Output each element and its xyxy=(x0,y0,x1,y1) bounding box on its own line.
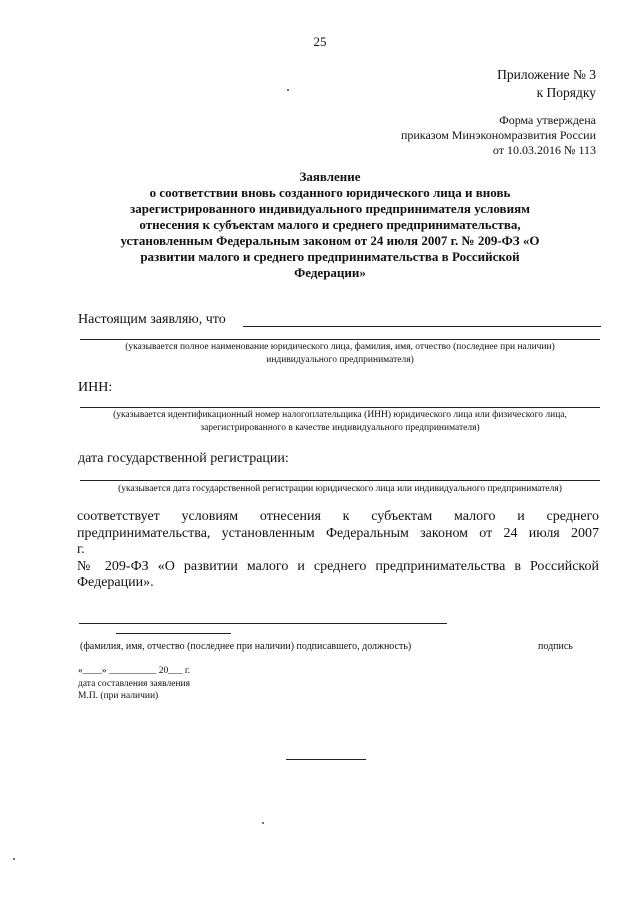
scan-speck xyxy=(13,858,15,860)
closing-separator xyxy=(286,759,366,760)
statement-line-3: г. xyxy=(77,542,85,557)
approval-line-3: от 10.03.2016 № 113 xyxy=(492,143,596,157)
signature-label: подпись xyxy=(538,641,573,652)
declare-input-line-2[interactable] xyxy=(80,339,600,340)
title-line: Федерации» xyxy=(294,265,366,280)
signer-hint: (фамилия, имя, отчество (последнее при наличии) подписавшего, должность) xyxy=(80,641,412,652)
page-number: 25 xyxy=(313,34,327,49)
approval-line-1: Форма утверждена xyxy=(499,113,596,127)
title-line: отнесения к субъектам малого и среднего предпринимательства, xyxy=(139,217,521,232)
statement-line-4: № 209-ФЗ «О развитии малого и среднего предпринимательства в Российской xyxy=(77,558,599,574)
statement-line-2: предпринимательства, установленным Федеральным законом от 24 июля 2007 xyxy=(77,525,599,541)
declare-hint-line-1: (указывается полное наименование юридического лица, фамилия, имя, отчество (последнее при наличии) xyxy=(125,342,555,352)
inn-label: ИНН: xyxy=(78,380,113,395)
declare-hint xyxy=(70,341,610,367)
reg-date-input-line[interactable] xyxy=(80,480,600,481)
scan-speck xyxy=(287,89,289,91)
signer-input-line-2[interactable] xyxy=(116,633,231,634)
date-field[interactable]: «____» __________ 20___ г. xyxy=(78,666,191,676)
inn-hint-line-2: зарегистрированного в качестве индивидуального предпринимателя) xyxy=(200,423,480,433)
declare-input-line[interactable] xyxy=(243,326,601,327)
date-caption: дата составления заявления xyxy=(78,679,190,689)
title-line: зарегистрированного индивидуального предпринимателя условиям xyxy=(130,201,530,216)
appendix-number: Приложение № 3 xyxy=(497,67,596,82)
appendix-header xyxy=(497,66,596,102)
inn-hint-line-1: (указывается идентификационный номер налогоплательщика (ИНН) юридического лица или физического лица, xyxy=(113,410,567,420)
reg-date-label: дата государственной регистрации: xyxy=(78,451,289,466)
declare-hint-line-2: индивидуального предпринимателя) xyxy=(266,355,414,365)
stamp-caption: М.П. (при наличии) xyxy=(78,691,159,701)
inn-hint xyxy=(70,409,610,435)
title-line: развитии малого и среднего предпринимательства в Российской xyxy=(140,249,520,264)
statement-line-1: соответствует условиям отнесения к субъектам малого и среднего xyxy=(77,509,599,524)
scan-speck xyxy=(262,822,264,824)
title-line: установленным Федеральным законом от 24 июля 2007 г. № 209-ФЗ «О xyxy=(120,233,540,248)
approval-block xyxy=(401,113,596,158)
appendix-reference: к Порядку xyxy=(536,85,596,100)
reg-date-hint: (указывается дата государственной регистрации юридического лица или индивидуального предпринимателя) xyxy=(118,484,562,494)
title-line: о соответствии вновь созданного юридического лица и вновь xyxy=(149,185,511,200)
title-line: Заявление xyxy=(299,169,361,184)
declare-label: Настоящим заявляю, что xyxy=(78,312,226,327)
signer-input-line[interactable] xyxy=(79,623,447,624)
inn-input-line[interactable] xyxy=(80,407,600,408)
statement-line-5: Федерации». xyxy=(77,575,154,590)
approval-line-2: приказом Минэкономразвития России xyxy=(400,128,596,142)
document-title xyxy=(70,169,590,281)
statement-paragraph xyxy=(77,509,599,592)
